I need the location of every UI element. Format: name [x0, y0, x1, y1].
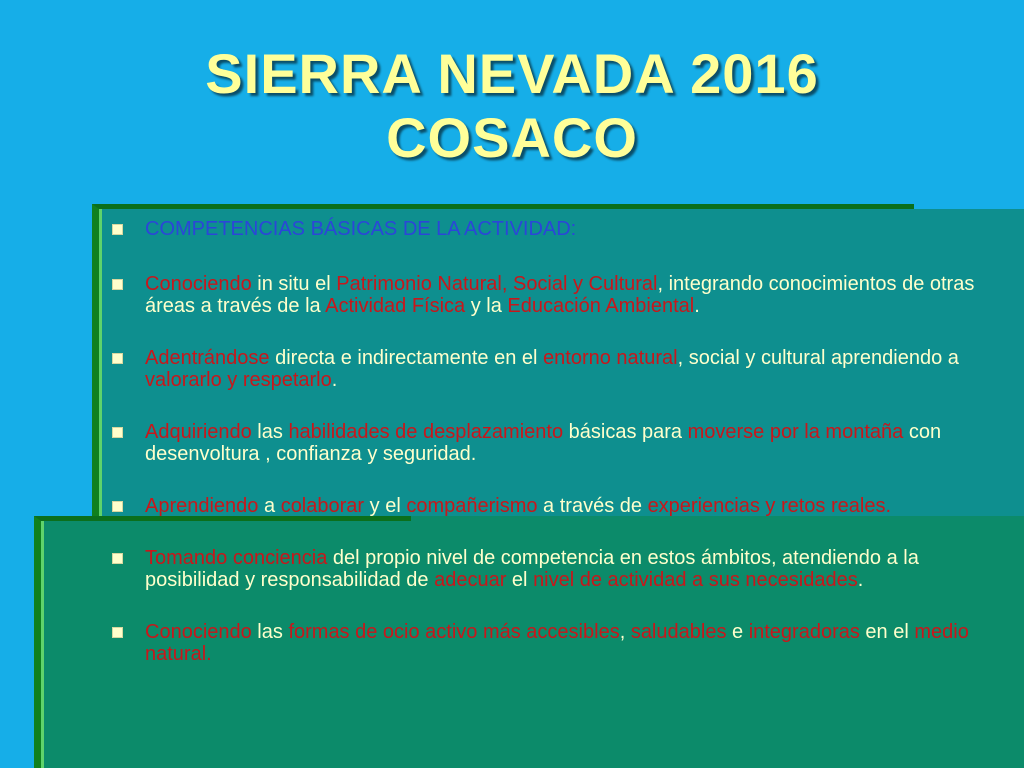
highlighted-text: adecuar [434, 569, 507, 591]
bullet-item [108, 421, 1008, 465]
highlighted-text: Aprendiendo [145, 495, 259, 517]
square-bullet-icon [112, 627, 123, 638]
bullet-text: y la [465, 295, 508, 317]
highlighted-text: colaborar [280, 495, 365, 517]
bullet-text: del propio nivel de competencia en estos ámbitos, atendiendo a la posibilidad y responsabilidad de [145, 547, 919, 591]
bullet-item [108, 495, 1008, 517]
bullet-item [108, 273, 1008, 317]
highlighted-text: Adentrándose [145, 347, 270, 369]
highlighted-text: Conociendo [145, 273, 252, 295]
highlighted-text: compañerismo [406, 495, 538, 517]
bullet-text: , integrando conocimientos de otras áreas a través de la [145, 273, 975, 317]
highlighted-text: Adquiriendo [145, 421, 252, 443]
square-bullet-icon [112, 353, 123, 364]
highlighted-text: Educación Ambiental [507, 295, 695, 317]
bullet-text: con desenvoltura , confianza y seguridad. [145, 421, 942, 465]
highlighted-text: moverse por la montaña [687, 421, 904, 443]
highlighted-text: habilidades de desplazamiento [288, 421, 564, 443]
bullet-text: e [726, 621, 749, 643]
highlighted-text: integradoras [748, 621, 860, 643]
square-bullet-icon [112, 501, 123, 512]
bullet-text: COMPETENCIAS BÁSICAS DE LA ACTIVIDAD: [145, 218, 577, 240]
bullet-list [108, 218, 1008, 695]
bullet-item [108, 621, 1008, 665]
highlighted-text: Patrimonio Natural, Social y Cultural [336, 273, 658, 295]
bullet-text: y el [364, 495, 407, 517]
title-line-1: SIERRA NEVADA 2016 [205, 42, 819, 105]
bullet-item [108, 347, 1008, 391]
bullet-text: . [331, 369, 338, 391]
bullet-text: , social y cultural aprendiendo a [677, 347, 959, 369]
highlighted-text: Conociendo [145, 621, 252, 643]
square-bullet-icon [112, 279, 123, 290]
bullet-text: básicas para [563, 421, 688, 443]
bullet-text: las [251, 621, 289, 643]
highlighted-text: valorarlo y respetarlo [145, 369, 332, 391]
bullet-text: . [857, 569, 864, 591]
square-bullet-icon [112, 553, 123, 564]
bullet-text: . [694, 295, 700, 317]
panel-top-notch [914, 204, 1024, 209]
panel-edge-highlight [99, 209, 102, 520]
bullet-text: , [619, 621, 631, 643]
highlighted-text: experiencias y retos reales. [647, 495, 892, 517]
bullet-text: in situ el [251, 273, 337, 295]
bullet-text: a través de [537, 495, 648, 517]
highlighted-text: formas de ocio activo más accesibles [288, 621, 620, 643]
bullet-text: las [251, 421, 289, 443]
slide-title [0, 42, 1024, 170]
bullet-text: directa e indirectamente en el [269, 347, 544, 369]
bullet-text: el [506, 569, 534, 591]
title-line-2: COSACO [386, 106, 638, 169]
highlighted-text: saludables [630, 621, 727, 643]
bullet-item [108, 547, 1008, 591]
square-bullet-icon [112, 224, 123, 235]
highlighted-text: Tomando conciencia [145, 547, 328, 569]
highlighted-text: medio natural. [145, 621, 969, 665]
bullet-text: en el [859, 621, 915, 643]
panel-edge-highlight [41, 521, 44, 768]
bullet-text: a [258, 495, 281, 517]
highlighted-text: Actividad Física [325, 295, 466, 317]
highlighted-text: nivel de actividad a sus necesidades [533, 569, 858, 591]
square-bullet-icon [112, 427, 123, 438]
section-heading [108, 218, 1008, 240]
highlighted-text: entorno natural [543, 347, 678, 369]
